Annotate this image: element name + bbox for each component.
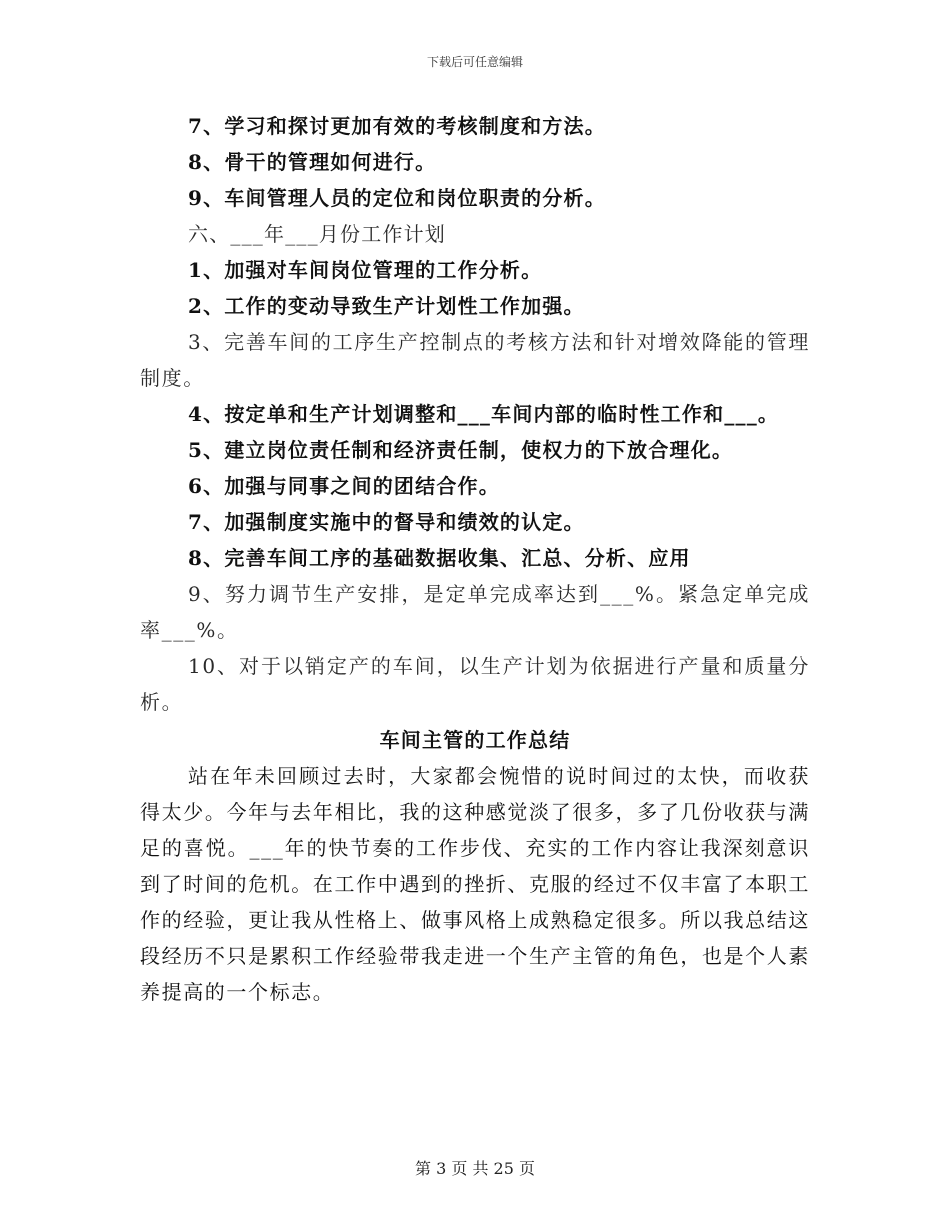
list-item: 8、完善车间工序的基础数据收集、汇总、分析、应用 <box>188 546 691 570</box>
paragraph-item: 10、对于以销定产的车间，以生产计划为依据进行产量和质量分析。 <box>140 654 810 714</box>
page-header: 下载后可任意编辑 <box>426 55 523 69</box>
list-item: 8、骨干的管理如何进行。 <box>188 150 437 174</box>
list-item: 7、学习和探讨更加有效的考核制度和方法。 <box>188 114 606 138</box>
list-item: 5、建立岗位责任制和经济责任制，使权力的下放合理化。 <box>188 438 734 462</box>
page-footer: 第 3 页 共 25 页 <box>415 1159 535 1178</box>
list-item: 2、工作的变动导致生产计划性工作加强。 <box>188 294 585 318</box>
document-body <box>140 108 810 1010</box>
section-heading: 六、___年___月份工作计划 <box>188 222 446 246</box>
paragraph-item: 3、完善车间的工序生产控制点的考核方法和针对增效降能的管理制度。 <box>140 330 810 390</box>
list-item: 6、加强与同事之间的团结合作。 <box>188 474 500 498</box>
list-item: 4、按定单和生产计划调整和___车间内部的临时性工作和___。 <box>188 402 780 426</box>
list-item: 1、加强对车间岗位管理的工作分析。 <box>188 258 543 282</box>
list-item: 9、车间管理人员的定位和岗位职责的分析。 <box>188 186 606 210</box>
list-item: 7、加强制度实施中的督导和绩效的认定。 <box>188 510 585 534</box>
summary-paragraph: 站在年未回顾过去时，大家都会惋惜的说时间过的太快，而收获得太少。今年与去年相比，我的这种感觉淡了很多，多了几份收获与满足的喜悦。___年的快节奏的工作步伐、充实的工作内容让我深刻意识到了时间的危机。在工作中遇到的挫折、克服的经过不仅丰富了本职工作的经验，更让我从性格上、做事风格上成熟稳定很多。所以我总结这段经历不只是累积工作经验带我走进一个生产主管的角色，也是个人素养提高的一个标志。 <box>140 764 810 1004</box>
paragraph-item: 9、努力调节生产安排，是定单完成率达到___%。紧急定单完成率___%。 <box>140 582 810 642</box>
section-title: 车间主管的工作总结 <box>379 728 571 752</box>
